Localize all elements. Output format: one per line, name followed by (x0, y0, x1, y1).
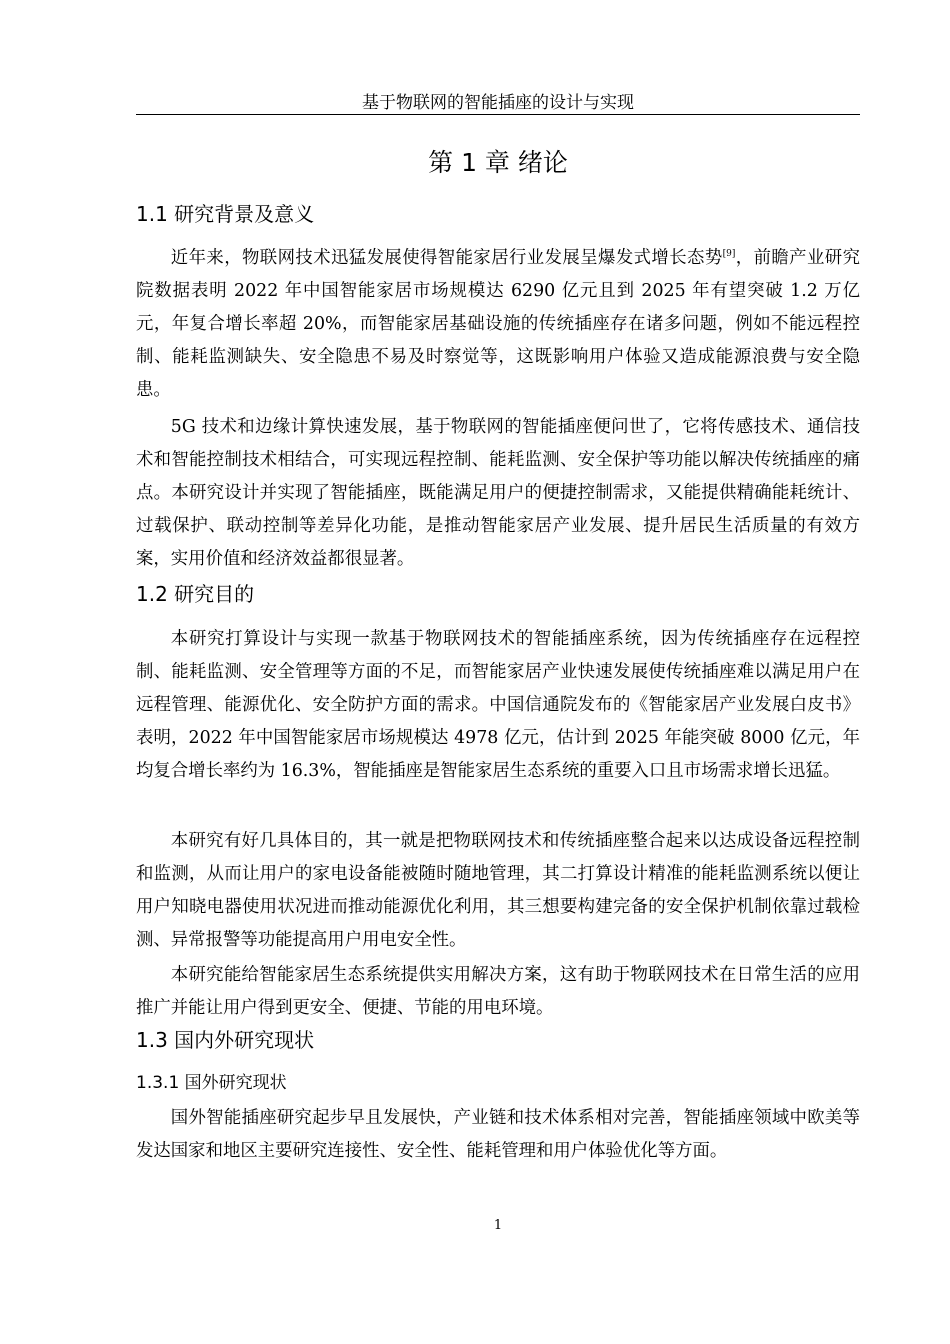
paragraph (136, 242, 860, 407)
header-rule (136, 114, 860, 115)
paragraph: 国外智能插座研究起步早且发展快，产业链和技术体系相对完善，智能插座领域中欧美等发达国家和地区主要研究连接性、安全性、能耗管理和用户体验优化等方面。 (136, 1108, 860, 1161)
paragraph-text: ，前瞻产业研究院数据表明 2022 年中国智能家居市场规模达 6290 亿元且到 2025 年有望突破 1.2 万亿元，年复合增长率超 20%，而智能家居基础设施的传统插座存在诸多问题，例如不能远程控制、能耗监测缺失、安全隐患不易及时察觉等，这既影响用户体验又造成能源浪费与安全隐患。 (136, 248, 860, 400)
page-number: 1 (493, 1218, 503, 1233)
running-header: 基于物联网的智能插座的设计与实现 (362, 93, 634, 113)
subsection-heading-1-3-1: 1.3.1 国外研究现状 (136, 1073, 287, 1093)
paragraph: 本研究有好几具体目的，其一就是把物联网技术和传统插座整合起来以达成设备远程控制和监测，从而让用户的家电设备能被随时随地管理，其二打算设计精准的能耗监测系统以便让用户知晓电器使用状况进而推动能源优化利用，其三想要构建完备的安全保护机制依靠过载检测、异常报警等功能提高用户用电安全性。 (136, 831, 860, 950)
citation-ref: [9] (722, 249, 736, 259)
section-heading-1-1: 1.1 研究背景及意义 (136, 202, 315, 226)
section-heading-1-2: 1.2 研究目的 (136, 582, 255, 606)
section-heading-1-3: 1.3 国内外研究现状 (136, 1028, 315, 1052)
paragraph-text: 近年来，物联网技术迅猛发展使得智能家居行业发展呈爆发式增长态势 (170, 248, 723, 268)
paragraph: 5G 技术和边缘计算快速发展，基于物联网的智能插座便问世了，它将传感技术、通信技术和智能控制技术相结合，可实现远程控制、能耗监测、安全保护等功能以解决传统插座的痛点。本研究设计并实现了智能插座，既能满足用户的便捷控制需求，又能提供精确能耗统计、过载保护、联动控制等差异化功能，是推动智能家居产业发展、提升居民生活质量的有效方案，实用价值和经济效益都很显著。 (136, 417, 860, 569)
paragraph: 本研究打算设计与实现一款基于物联网技术的智能插座系统，因为传统插座存在远程控制、能耗监测、安全管理等方面的不足，而智能家居产业快速发展使传统插座难以满足用户在远程管理、能源优化、安全防护方面的需求。中国信通院发布的《智能家居产业发展白皮书》表明，2022 年中国智能家居市场规模达 4978 亿元，估计到 2025 年能突破 8000 亿元，年均复合增长率约为 16.3%，智能插座是智能家居生态系统的重要入口且市场需求增长迅猛。 (136, 629, 860, 781)
paragraph: 本研究能给智能家居生态系统提供实用解决方案，这有助于物联网技术在日常生活的应用推广并能让用户得到更安全、便捷、节能的用电环境。 (136, 965, 860, 1018)
chapter-title: 第 1 章 绪论 (428, 148, 568, 177)
